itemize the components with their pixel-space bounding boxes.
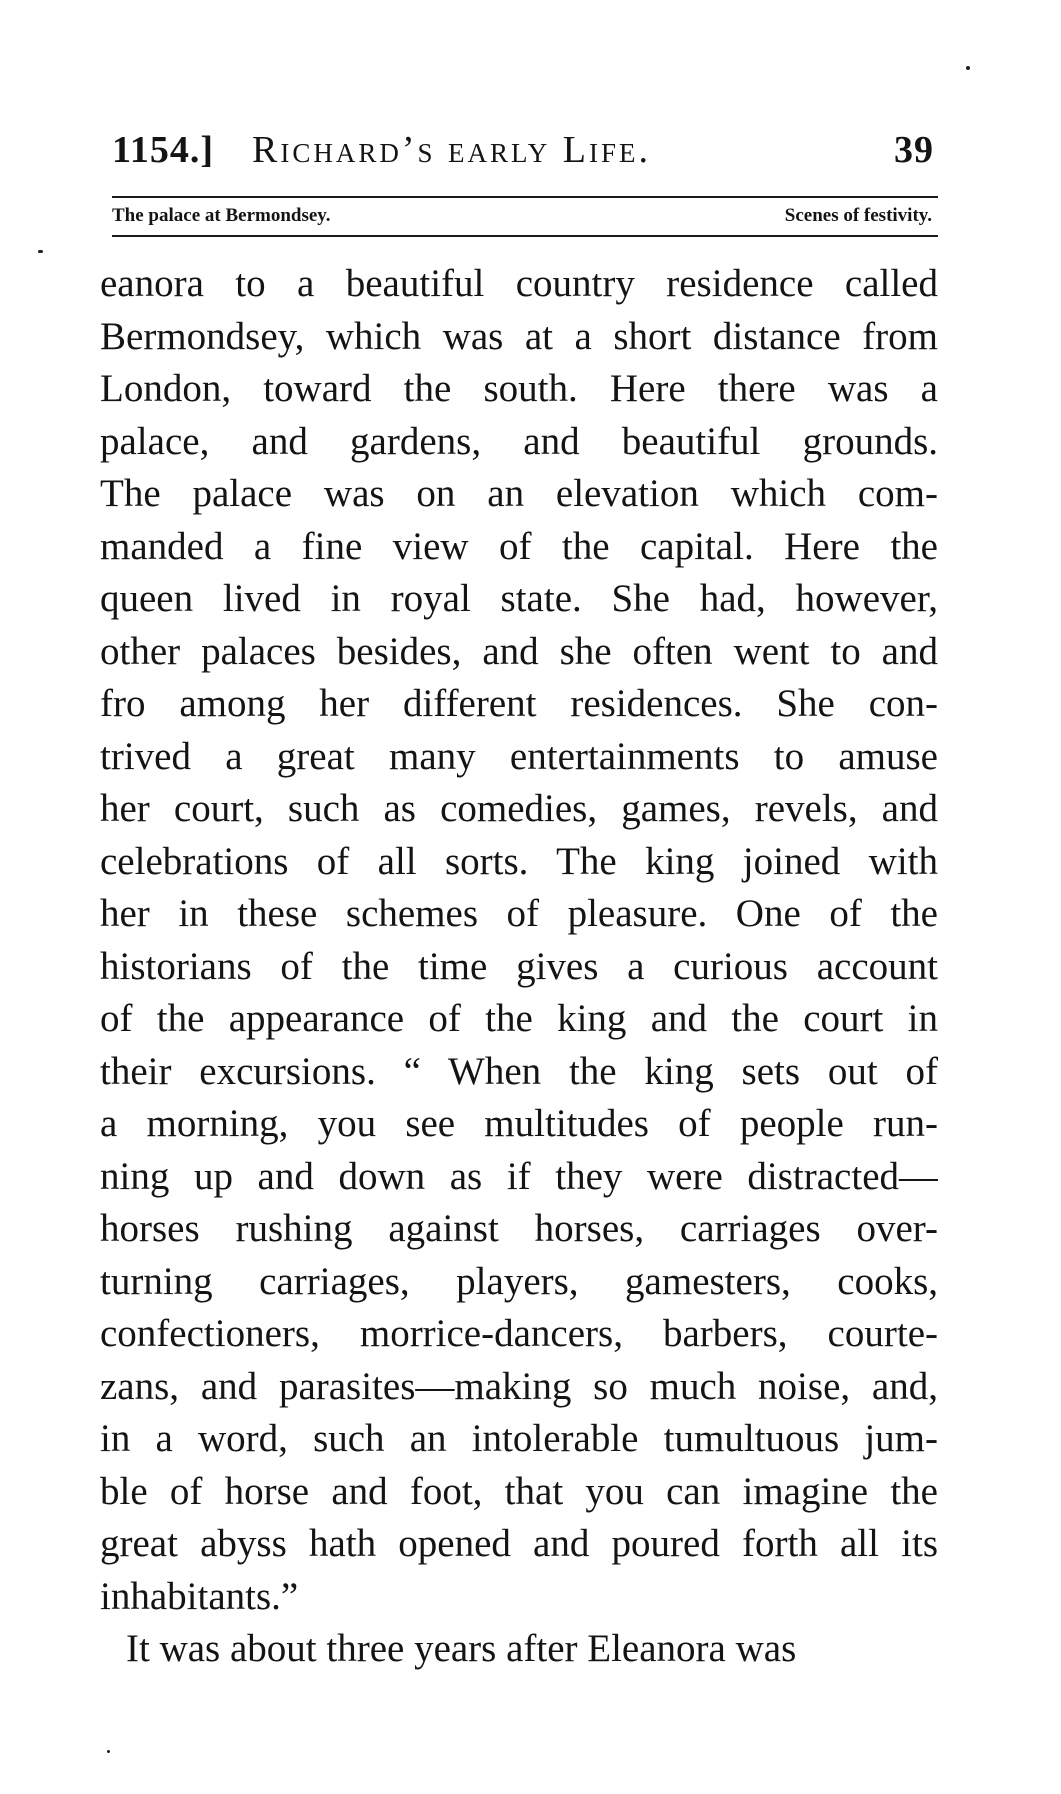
text-line: her court, such as comedies, games, revels, and <box>100 787 938 830</box>
page-number: 39 <box>894 129 934 171</box>
side-note-left: The palace at Bermondsey. <box>112 205 331 226</box>
text-line: historians of the time gives a curious account <box>100 944 938 988</box>
text-line: horses rushing against horses, carriages over- <box>100 1207 938 1250</box>
text-line: The palace was on an elevation which com- <box>100 472 938 515</box>
text-line-paragraph-end: inhabitants.” <box>100 1574 299 1618</box>
text-line: great abyss hath opened and poured forth all its <box>100 1522 938 1565</box>
text-line: a morning, you see multitudes of people run- <box>100 1102 938 1145</box>
text-line: palace, and gardens, and beautiful grounds. <box>100 419 938 463</box>
text-line: ble of horse and foot, that you can imagine the <box>100 1469 938 1513</box>
text-line: celebrations of all sorts. The king joined with <box>100 839 938 883</box>
text-line: confectioners, morrice-dancers, barbers, courte- <box>100 1312 938 1355</box>
text-line: her in these schemes of pleasure. One of the <box>100 892 938 935</box>
text-line: manded a fine view of the capital. Here the <box>100 524 938 568</box>
side-notes <box>112 205 938 231</box>
text-line: their excursions. “ When the king sets out of <box>100 1049 938 1093</box>
text-line-new-paragraph: It was about three years after Eleanora was <box>126 1627 797 1670</box>
text-line: eanora to a beautiful country residence called <box>100 262 938 305</box>
text-line: trived a great many entertainments to amuse <box>100 734 938 778</box>
scan-speck <box>38 250 43 253</box>
running-head-year: 1154.] <box>112 129 215 171</box>
running-head-title: Richard’s early Life. <box>252 129 652 171</box>
text-line: zans, and parasites—making so much noise, and, <box>100 1364 938 1408</box>
text-line: in a word, such an intolerable tumultuous jum- <box>100 1417 938 1460</box>
text-line: of the appearance of the king and the court in <box>100 997 938 1040</box>
scan-speck <box>966 66 970 70</box>
body-text <box>100 258 938 1676</box>
text-line: fro among her different residences. She con- <box>100 682 938 725</box>
text-line: London, toward the south. Here there was a <box>100 367 938 410</box>
scan-speck <box>107 1750 110 1753</box>
text-line: other palaces besides, and she often went to and <box>100 629 938 673</box>
text-line: turning carriages, players, gamesters, cooks, <box>100 1259 938 1303</box>
side-note-right: Scenes of festivity. <box>784 205 932 226</box>
text-line: queen lived in royal state. She had, however, <box>100 577 938 620</box>
text-line: ning up and down as if they were distracted— <box>100 1154 938 1198</box>
text-line: Bermondsey, which was at a short distance from <box>100 314 938 358</box>
header-rule-top <box>112 196 938 198</box>
running-head <box>112 128 938 174</box>
header-rule-bottom <box>112 235 938 237</box>
